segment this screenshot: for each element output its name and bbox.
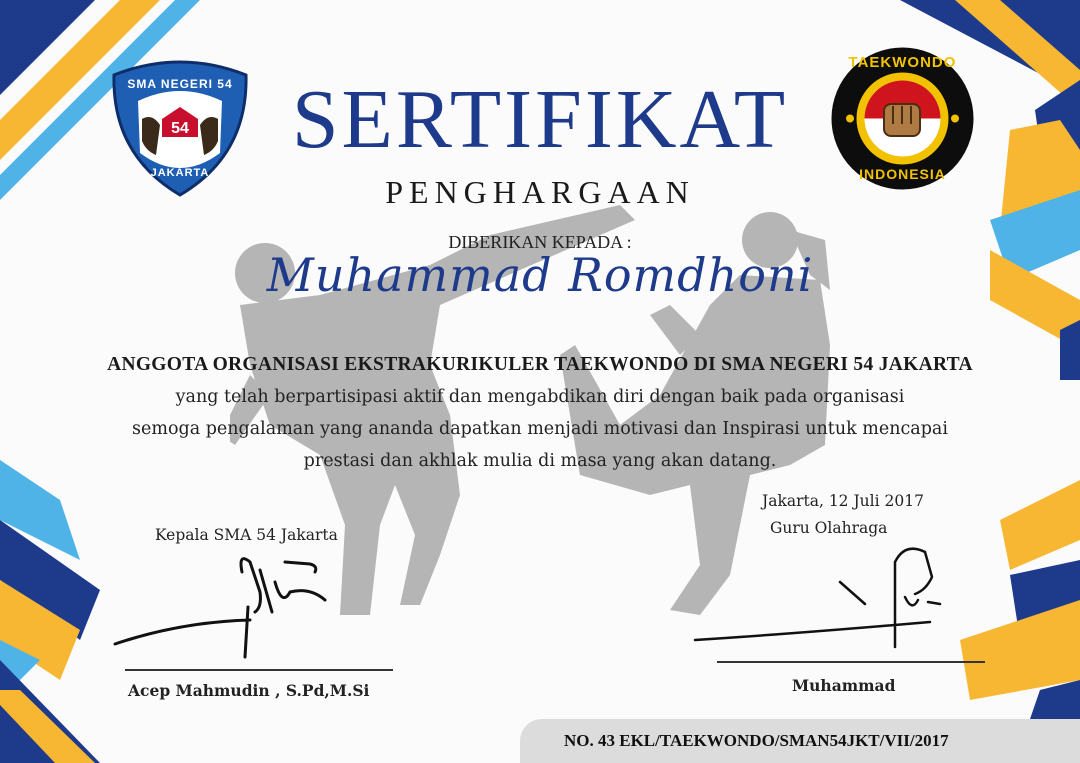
right-handwritten-signature — [690, 542, 960, 652]
school-logo-top-text: SMA NEGERI 54 — [127, 77, 233, 91]
body-heading: ANGGOTA ORGANISASI EKSTRAKURIKULER TAEKWONDO DI SMA NEGERI 54 JAKARTA — [107, 354, 973, 375]
certificate-number-text: NO. 43 EKL/TAEKWONDO/SMAN54JKT/VII/2017 — [564, 731, 949, 750]
school-logo-number: 54 — [171, 120, 189, 137]
left-signatory-role: Kepala SMA 54 Jakarta — [155, 526, 338, 544]
certificate-subtitle: PENGHARGAAN — [385, 174, 695, 210]
left-handwritten-signature — [110, 552, 350, 662]
left-signature-line — [125, 669, 393, 671]
school-logo-bottom-text: JAKARTA — [150, 167, 210, 179]
right-place-date: Jakarta, 12 Juli 2017 — [762, 492, 924, 510]
recipient-name: Muhammad Romdhoni — [266, 248, 814, 302]
body-line-3: prestasi dan akhlak mulia di masa yang akan datang. — [303, 451, 777, 471]
right-signatory-name: Muhammad — [792, 676, 896, 695]
right-signature-line — [717, 661, 985, 663]
body-line-2: semoga pengalaman yang ananda dapatkan menjadi motivasi dan Inspirasi untuk mencapai — [132, 419, 948, 439]
given-to-label: DIBERIKAN KEPADA : — [448, 232, 632, 252]
taekwondo-logo-top-text: TAEKWONDO — [848, 54, 957, 71]
certificate-number — [520, 719, 1080, 763]
certificate-title: SERTIFIKAT — [291, 73, 789, 166]
right-signatory-role: Guru Olahraga — [770, 519, 888, 537]
taekwondo-logo-bottom-text: INDONESIA — [859, 166, 946, 182]
body-line-1: yang telah berpartisipasi aktif dan mengabdikan diri dengan baik pada organisasi — [175, 387, 905, 407]
left-signatory-name: Acep Mahmudin , S.Pd,M.Si — [128, 681, 370, 700]
